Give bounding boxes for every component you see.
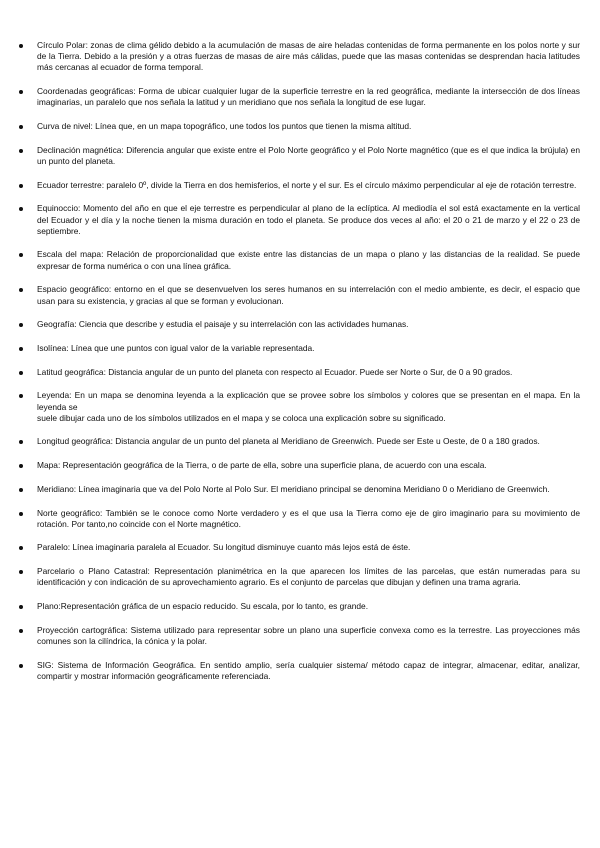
glossary-entry-circulo-polar [18,40,580,74]
entry-text: Latitud geográfica: Distancia angular de un punto del planeta con respecto al Ecuador. Puede ser Norte o Sur, de 0 a 90 grados. [37,366,513,377]
glossary-entry-meridiano [18,484,580,495]
bullet-icon [19,394,23,398]
entry-text: Isolínea: Línea que une puntos con igual valor de la variable representada. [37,342,315,353]
entry-text: Longitud geográfica: Distancia angular de un punto del planeta al Meridiano de Greenwich. Puede ser Este u Oeste, de 0 a 180 grados. [37,436,540,447]
bullet-icon [19,125,23,129]
glossary-entry-equinoccio [18,203,580,237]
entry-text: Coordenadas geográficas: Forma de ubicar cualquier lugar de la superficie terrestre en la red geográfica, mediante la intersección de dos líneas imaginarias, un paralelo que nos señala la latitud y un meridiano que nos señala la longitud de ese lugar. [37,86,580,108]
glossary-entry-leyenda [18,390,580,424]
bullet-icon [19,488,23,492]
entry-text: Mapa: Representación geográfica de la Tierra, o de parte de ella, sobre una superficie plana, de acuerdo con una escala. [37,460,487,471]
glossary-entry-latitud-geografica [18,367,580,378]
glossary-entry-isolinea [18,343,580,354]
glossary-entry-proyeccion-cartografica [18,625,580,647]
bullet-icon [19,440,23,444]
entry-text: Leyenda: En un mapa se denomina leyenda a la explicación que se provee sobre los símbolos y colores que se presentan en el mapa. En la leyenda se [37,390,580,412]
entry-text: SIG: Sistema de Información Geográfica. En sentido amplio, sería cualquier sistema/ método capaz de integrar, almacenar, editar, analizar, compartir y mostrar información geográficamente referenciada. [37,659,580,681]
bullet-icon [19,664,23,668]
glossary-list [18,40,580,682]
glossary-entry-curva-de-nivel [18,121,580,132]
bullet-icon [19,546,23,550]
bullet-icon [19,288,23,292]
glossary-entry-espacio-geografico [18,284,580,306]
bullet-icon [19,90,23,94]
bullet-icon [19,149,23,153]
glossary-entry-coordenadas-geograficas [18,86,580,108]
glossary-entry-mapa [18,460,580,471]
glossary-entry-escala-del-mapa [18,249,580,271]
entry-text: Proyección cartográfica: Sistema utilizado para representar sobre un plano una superficie convexa como es la terrestre. Las proyecciones más comunes son la cilíndrica, la cónica y la polar. [37,624,580,646]
entry-text: Parcelario o Plano Catastral: Representación planimétrica en la que aparecen los límites de las parcelas, que están numeradas para su identificación y con indicación de su aprovechamiento agrario. Es el conjunto de parcelas que dibujan y definen una trama agraria. [37,566,580,588]
glossary-entry-ecuador-terrestre [18,180,580,191]
glossary-entry-norte-geografico [18,508,580,530]
entry-text: Declinación magnética: Diferencia angular que existe entre el Polo Norte geográfico y el Polo Norte magnético (que es el que indica la brújula) en un punto del planeta. [37,144,580,166]
entry-text: Plano:Representación gráfica de un espacio reducido. Su escala, por lo tanto, es grande. [37,601,369,612]
bullet-icon [19,605,23,609]
bullet-icon [19,207,23,211]
entry-text: Curva de nivel: Línea que, en un mapa topográfico, une todos los puntos que tienen la misma altitud. [37,121,412,132]
bullet-icon [19,629,23,633]
entry-text: Norte geográfico: También se le conoce como Norte verdadero y es el que usa la Tierra como eje de giro imaginario para su movimiento de rotación. Por tanto,no coincide con el Norte magnético. [37,507,580,529]
bullet-icon [19,347,23,351]
entry-text: Meridiano: Línea imaginaria que va del Polo Norte al Polo Sur. El meridiano principal se denomina Meridiano 0 o Meridiano de Greenwich. [37,483,550,494]
glossary-entry-paralelo [18,542,580,553]
glossary-entry-parcelario [18,566,580,588]
glossary-entry-longitud-geografica [18,436,580,447]
glossary-entry-sig [18,660,580,682]
bullet-icon [19,184,23,188]
entry-text: Espacio geográfico: entorno en el que se desenvuelven los seres humanos en su interrelación con el medio ambiente, es decir, el espacio que usan para su existencia, y gracias al que se forman y evolucionan. [37,284,580,306]
entry-text: Paralelo: Línea imaginaria paralela al Ecuador. Su longitud disminuye cuanto más lejos está de éste. [37,542,411,553]
glossary-entry-declinacion-magnetica [18,145,580,167]
bullet-icon [19,44,23,48]
entry-text-continuation: suele dibujar cada uno de los símbolos utilizados en el mapa y se coloca una explicación sobre su significado. [37,412,446,423]
bullet-icon [19,253,23,257]
entry-text: Equinoccio: Momento del año en que el eje terrestre es perpendicular al plano de la eclíptica. Al mediodía el sol está exactamente en la vertical del Ecuador y el día y la noche tienen la misma duración en todo el planeta. Se produce dos veces al año: el 20 o 21 de marzo y el 22 o 23 de septiembre. [37,203,580,236]
entry-text: Geografía: Ciencia que describe y estudia el paisaje y su interrelación con las actividades humanas. [37,319,409,330]
bullet-icon [19,323,23,327]
bullet-icon [19,512,23,516]
entry-text: Escala del mapa: Relación de proporcionalidad que existe entre las distancias de un mapa o plano y las distancias de la realidad. Se puede expresar de forma numérica o con una línea gráfica. [37,249,580,271]
bullet-icon [19,464,23,468]
bullet-icon [19,570,23,574]
glossary-entry-plano [18,601,580,612]
entry-text: Círculo Polar: zonas de clima gélido debido a la acumulación de masas de aire heladas contenidas de forma permanente en los polos norte y sur de la Tierra. Debido a la presión y a otras fuerzas de masas de aire más cálidas, puede que las masas contenidas se desprendan hacia latitudes más cercanas al ecuador de forma temporal. [37,40,580,73]
bullet-icon [19,371,23,375]
entry-text: Ecuador terrestre: paralelo 0º, divide la Tierra en dos hemisferios, el norte y el sur. Es el círculo máximo perpendicular al eje de rotación terrestre. [37,179,577,190]
glossary-entry-geografia [18,319,580,330]
